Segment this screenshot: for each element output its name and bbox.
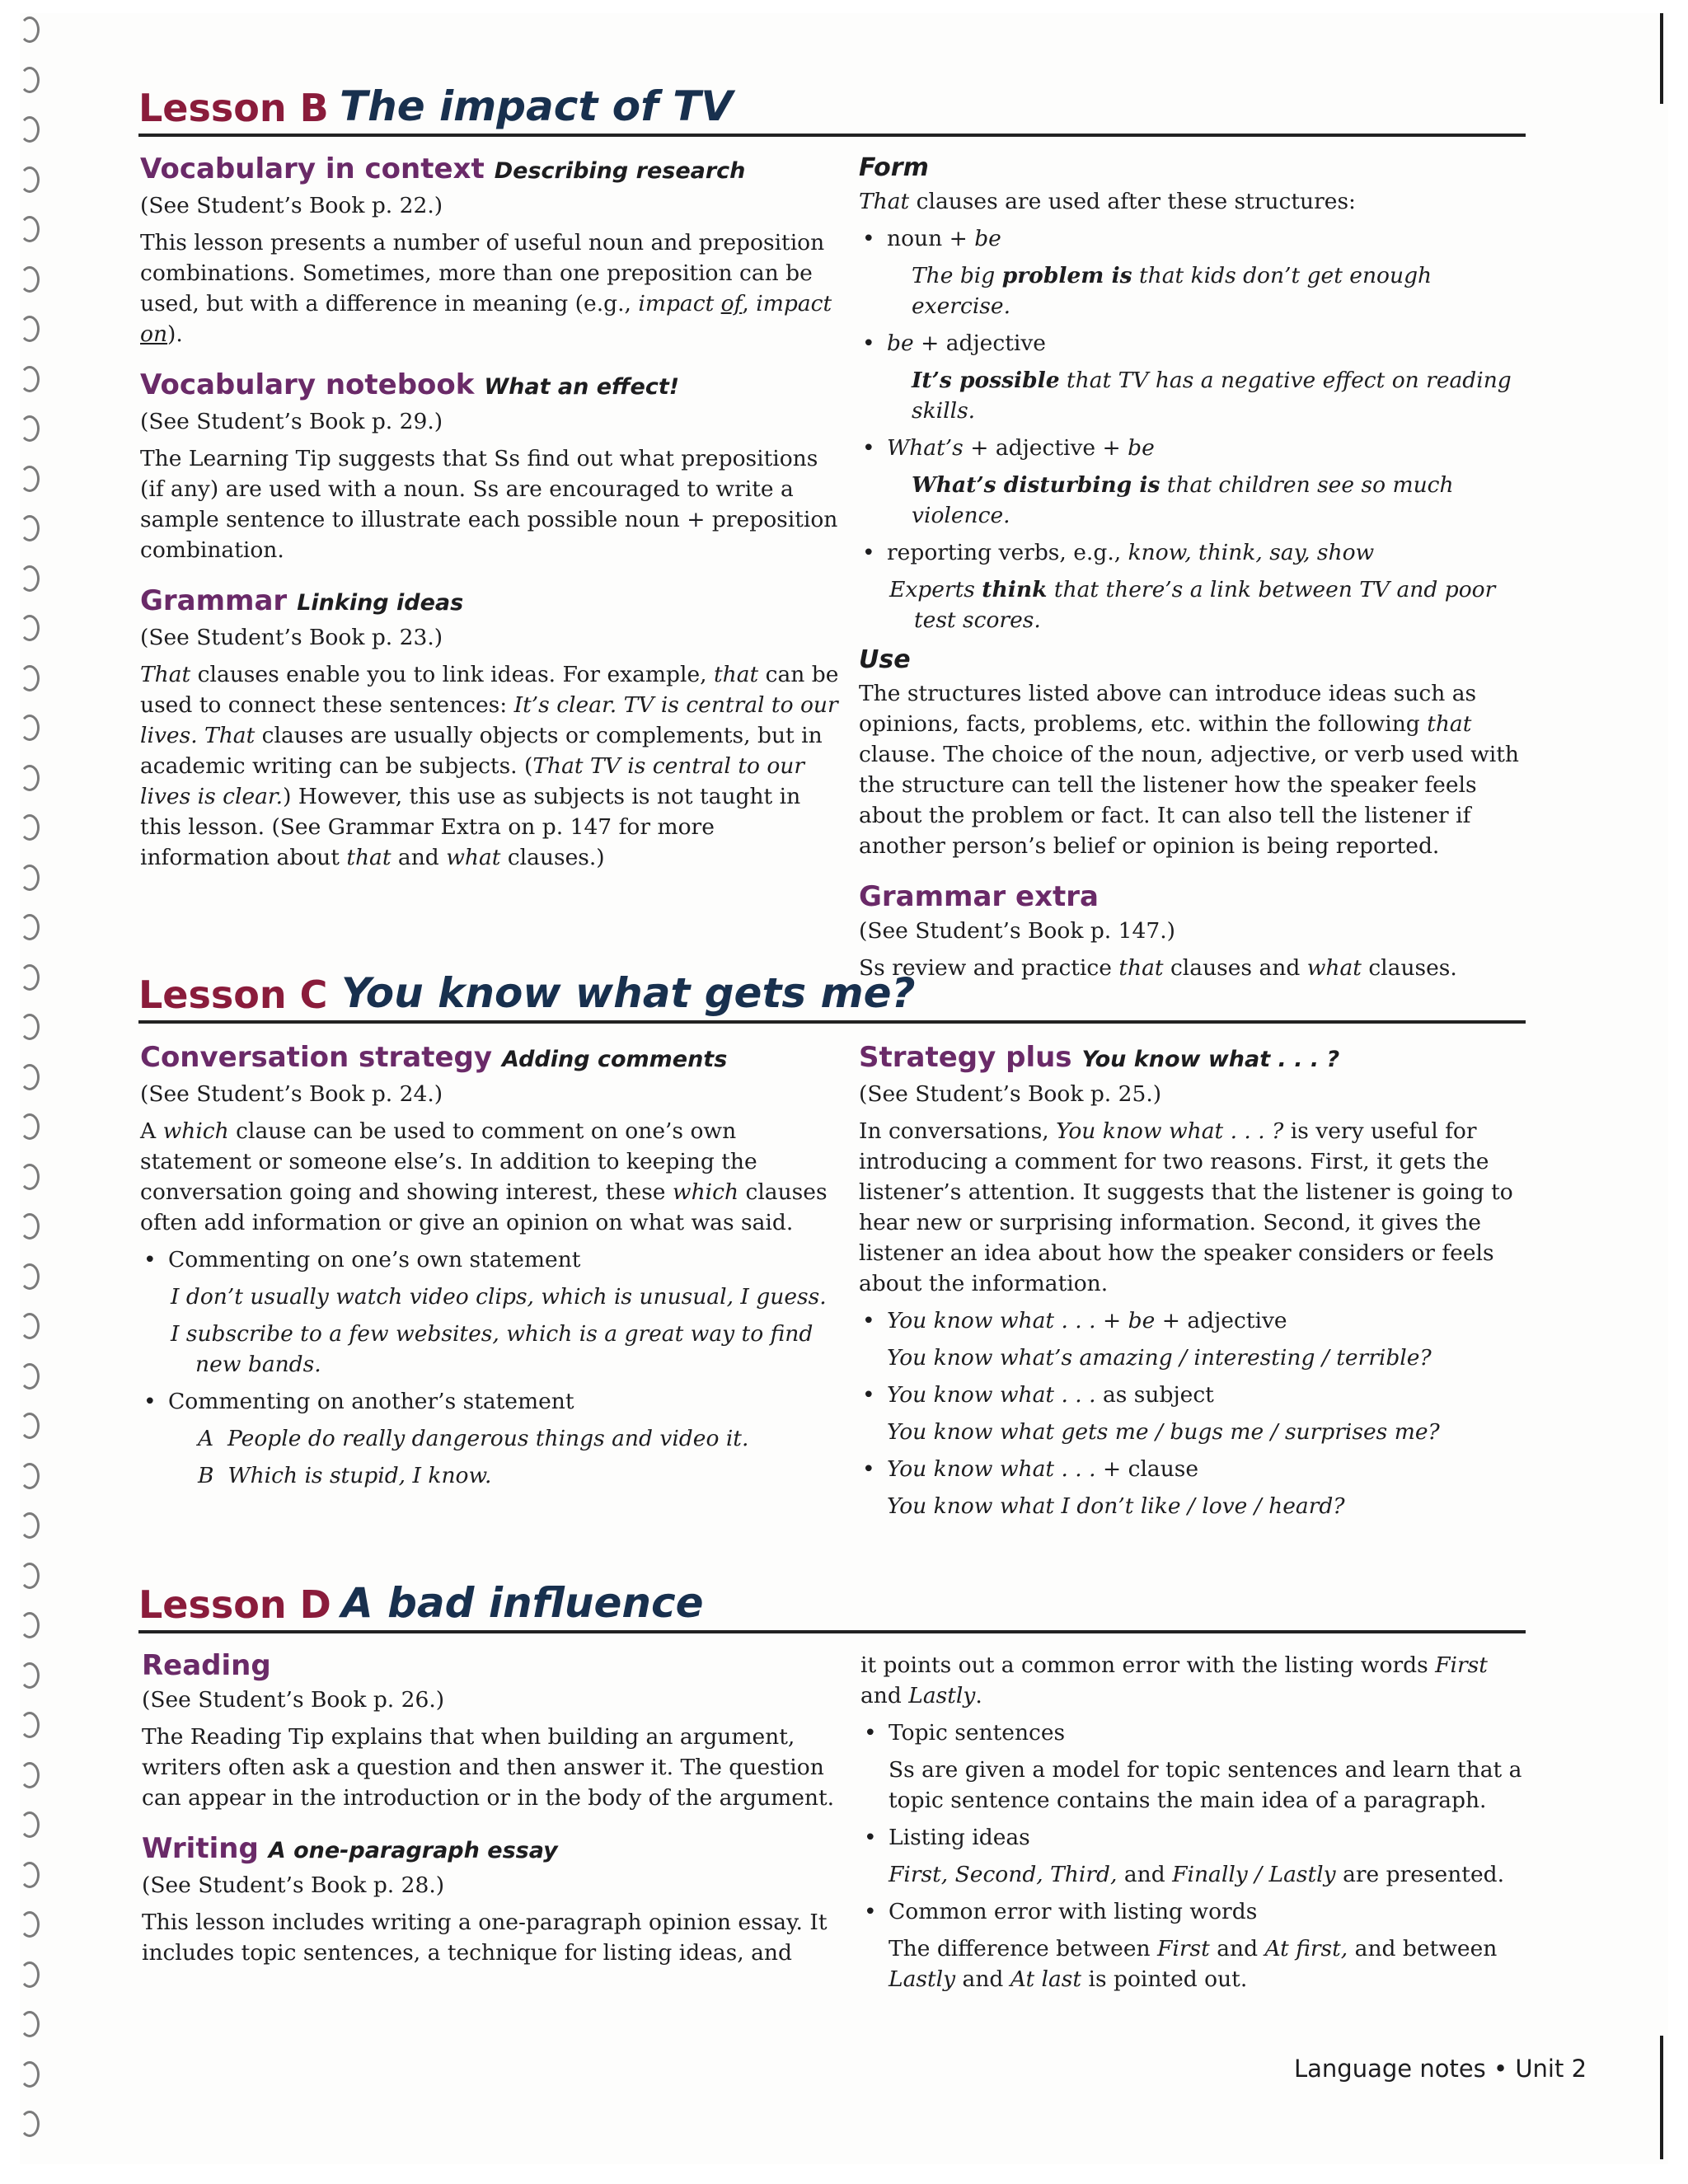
binder-ring bbox=[20, 1911, 40, 1938]
binder-ring bbox=[20, 67, 40, 93]
book-reference: (See Student’s Book p. 26.) bbox=[142, 1687, 445, 1713]
binder-ring bbox=[20, 1313, 40, 1339]
lesson-b-header bbox=[138, 76, 1526, 137]
binder-ring bbox=[20, 116, 40, 143]
bullet-detail: The difference between First and At first, and between Lastly and At last is pointed out. bbox=[889, 1936, 1498, 1992]
section-heading: Strategy plus You know what . . . ? bbox=[859, 1041, 1340, 1074]
section-heading: Grammar Linking ideas bbox=[140, 584, 464, 617]
lesson-d-right-column bbox=[860, 1650, 1528, 2001]
binder-ring bbox=[20, 1164, 40, 1190]
bullet-detail: Ss are given a model for topic sentences and learn that a topic sentence contains the main idea of a paragraph. bbox=[889, 1757, 1522, 1813]
binder-ring bbox=[20, 1563, 40, 1589]
use-heading: Use bbox=[859, 645, 911, 674]
lesson-b-label: Lesson B bbox=[138, 86, 329, 130]
binder-ring bbox=[20, 964, 40, 991]
form-bullet: • noun + be bbox=[859, 223, 1526, 254]
body-text: A which clause can be used to comment on one’s own statement or someone else’s. In addition to keeping the conversation going and showing interest, these which clauses often add information or give an opinion on what was said. bbox=[140, 1118, 828, 1235]
writing-bullet: • Common error with listing words bbox=[860, 1896, 1528, 1927]
binder-ring bbox=[20, 1811, 40, 1838]
binder-ring bbox=[20, 615, 40, 641]
example-sentence: I don’t usually watch video clips, which is unusual, I guess. bbox=[171, 1284, 827, 1310]
reading-section bbox=[142, 1647, 842, 1813]
binder-ring bbox=[20, 914, 40, 940]
binder-ring bbox=[20, 1113, 40, 1140]
conversation-strategy-section bbox=[140, 1038, 841, 1491]
binder-ring bbox=[20, 715, 40, 741]
strategy-bullet: • Commenting on one’s own statement bbox=[140, 1244, 841, 1275]
body-text: This lesson presents a number of useful noun and preposition combinations. Sometimes, more than one preposition can be used, but with a difference in meaning (e.g., impact of, impact on). bbox=[140, 230, 832, 347]
binder-ring bbox=[20, 316, 40, 342]
body-text: Ss review and practice that clauses and what clauses. bbox=[859, 955, 1457, 981]
example-sentence: You know what gets me / bugs me / surprises me? bbox=[887, 1419, 1440, 1445]
right-edge-bar bbox=[1660, 13, 1663, 104]
right-edge-bar-lower bbox=[1660, 2036, 1663, 2159]
writing-bullet: • Listing ideas bbox=[860, 1822, 1528, 1853]
strategy-bullet: • You know what . . . as subject bbox=[859, 1380, 1526, 1410]
binder-ring bbox=[20, 1512, 40, 1539]
form-bullet: • What’s + adjective + be bbox=[859, 433, 1526, 463]
lesson-c-left-column bbox=[140, 1038, 841, 1507]
binder-ring bbox=[20, 515, 40, 541]
form-bullet: • reporting verbs, e.g., know, think, say, show bbox=[859, 537, 1526, 568]
lesson-c-title: You know what gets me? bbox=[341, 969, 916, 1017]
writing-bullet: • Topic sentences bbox=[860, 1718, 1528, 1748]
binder-ring bbox=[20, 216, 40, 242]
binder-ring bbox=[20, 1064, 40, 1090]
bullet-detail: First, Second, Third, and Finally / Lastly are presented. bbox=[889, 1862, 1505, 1887]
binder-ring bbox=[20, 1662, 40, 1689]
lesson-b-left-column bbox=[140, 150, 841, 889]
binder-ring bbox=[20, 665, 40, 691]
example-sentence: The big problem is that kids don’t get enough exercise. bbox=[912, 263, 1432, 319]
section-heading: Reading bbox=[142, 1649, 271, 1682]
binder-ring bbox=[20, 1363, 40, 1390]
binder-ring bbox=[20, 1014, 40, 1040]
lesson-d-label: Lesson D bbox=[138, 1582, 331, 1627]
binder-ring bbox=[20, 1612, 40, 1638]
binder-ring bbox=[20, 814, 40, 841]
body-text: This lesson includes writing a one-paragraph opinion essay. It includes topic sentences, a technique for listing ideas, and bbox=[142, 1910, 828, 1966]
example-sentence: Experts think that there’s a link between TV and poor test scores. bbox=[889, 577, 1496, 633]
strategy-bullet: • Commenting on another’s statement bbox=[140, 1386, 841, 1417]
binder-ring bbox=[20, 1263, 40, 1290]
binder-ring bbox=[20, 16, 40, 43]
section-heading: Writing A one-paragraph essay bbox=[142, 1832, 558, 1865]
dialogue-line: A People do really dangerous things and video it. bbox=[198, 1426, 749, 1451]
body-text: In conversations, You know what . . . ? is very useful for introducing a comment for two reasons. First, it gets the listener’s attention. It suggests that the listener is going to hear new or surprising information. Second, it gives the listener an idea about how the speaker considers or feels about the information. bbox=[859, 1118, 1513, 1296]
lesson-d-title: A bad influence bbox=[341, 1579, 704, 1627]
binder-ring bbox=[20, 565, 40, 592]
body-text: The structures listed above can introduce ideas such as opinions, facts, problems, etc. within the following that clause. The choice of the noun, adjective, or verb used with the structure can tell the listener how the speaker feels about the problem or fact. It can also tell the listener if another person’s belief or opinion is being reported. bbox=[859, 681, 1519, 859]
binder-ring bbox=[20, 366, 40, 392]
body-text: The Learning Tip suggests that Ss find out what prepositions (if any) are used with a noun. Ss are encouraged to write a sample sentence to illustrate each possible noun + preposition combination. bbox=[140, 446, 838, 563]
binder-ring bbox=[20, 466, 40, 492]
binder-ring bbox=[20, 1712, 40, 1738]
form-heading: Form bbox=[859, 153, 929, 182]
lesson-c-label: Lesson C bbox=[138, 972, 328, 1017]
example-sentence: It’s possible that TV has a negative effect on reading skills. bbox=[912, 368, 1512, 424]
binder-ring bbox=[20, 2111, 40, 2137]
example-sentence: You know what I don’t like / love / heard? bbox=[887, 1493, 1345, 1519]
example-sentence: I subscribe to a few websites, which is a great way to find new bands. bbox=[171, 1321, 814, 1377]
binder-ring bbox=[20, 1463, 40, 1489]
section-heading: Vocabulary notebook What an effect! bbox=[140, 368, 680, 401]
page-footer: Language notes • Unit 2 bbox=[1294, 2055, 1587, 2083]
grammar-section bbox=[140, 582, 841, 873]
writing-section bbox=[142, 1830, 842, 1968]
form-bullet: • be + adjective bbox=[859, 328, 1526, 359]
example-sentence: What’s disturbing is that children see so much violence. bbox=[912, 472, 1454, 528]
section-heading: Vocabulary in context Describing research bbox=[140, 152, 746, 185]
form-intro: That clauses are used after these structures: bbox=[859, 189, 1356, 214]
strategy-bullet: • You know what . . . + be + adjective bbox=[859, 1305, 1526, 1336]
binder-ring bbox=[20, 1961, 40, 1988]
lesson-c-header bbox=[138, 963, 1526, 1024]
book-reference: (See Student’s Book p. 24.) bbox=[140, 1081, 443, 1107]
binder-ring bbox=[20, 266, 40, 293]
binder-ring bbox=[20, 765, 40, 791]
binder-ring bbox=[20, 415, 40, 442]
section-heading: Grammar extra bbox=[859, 880, 1099, 913]
binder-ring bbox=[20, 1413, 40, 1439]
strategy-plus-section bbox=[859, 1038, 1526, 1521]
section-heading: Conversation strategy Adding comments bbox=[140, 1041, 728, 1074]
example-sentence: You know what’s amazing / interesting / terrible? bbox=[887, 1345, 1432, 1371]
book-reference: (See Student’s Book p. 28.) bbox=[142, 1872, 445, 1898]
form-section bbox=[859, 150, 1526, 635]
use-section bbox=[859, 642, 1526, 861]
binder-ring bbox=[20, 1862, 40, 1888]
binder-ring bbox=[20, 2011, 40, 2037]
book-reference: (See Student’s Book p. 25.) bbox=[859, 1081, 1162, 1107]
binder-rings bbox=[20, 16, 40, 2159]
book-reference: (See Student’s Book p. 29.) bbox=[140, 409, 443, 434]
binder-ring bbox=[20, 1762, 40, 1788]
strategy-bullet: • You know what . . . + clause bbox=[859, 1454, 1526, 1484]
lesson-d-left-column bbox=[142, 1647, 842, 1985]
dialogue-line: B Which is stupid, I know. bbox=[198, 1463, 492, 1488]
binder-ring bbox=[20, 2061, 40, 2088]
vocabulary-notebook-section bbox=[140, 366, 841, 565]
binder-ring bbox=[20, 166, 40, 193]
body-text: The Reading Tip explains that when building an argument, writers often ask a question and then answer it. The question can appear in the introduction or in the body of the argument. bbox=[142, 1724, 835, 1811]
lesson-b-title: The impact of TV bbox=[340, 82, 734, 130]
lesson-b-right-column bbox=[859, 150, 1526, 1000]
body-text-continued: it points out a common error with the listing words First and Lastly. bbox=[860, 1652, 1488, 1708]
book-reference: (See Student’s Book p. 23.) bbox=[140, 625, 443, 650]
book-reference: (See Student’s Book p. 147.) bbox=[859, 918, 1175, 944]
vocabulary-in-context-section bbox=[140, 150, 841, 349]
lesson-c-right-column bbox=[859, 1038, 1526, 1538]
binder-ring bbox=[20, 865, 40, 891]
book-reference: (See Student’s Book p. 22.) bbox=[140, 193, 443, 218]
binder-ring bbox=[20, 1213, 40, 1240]
lesson-d-header bbox=[138, 1572, 1526, 1633]
body-text: That clauses enable you to link ideas. For example, that can be used to connect these sentences: It’s clear. TV is central to our lives. That clauses are usually objects or complements, but in academic writing can be subjects. (That TV is central to our lives is clear.) However, this use as subjects is not taught in this lesson. (See Grammar Extra on p. 147 for more information about that and what clauses.) bbox=[140, 662, 839, 870]
